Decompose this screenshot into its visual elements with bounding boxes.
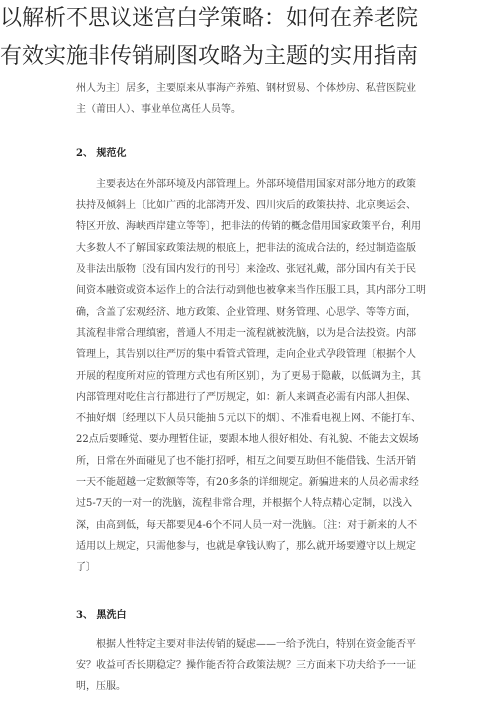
section-3-paragraph bbox=[76, 634, 434, 698]
paragraph-line: 了〕 bbox=[76, 562, 96, 574]
paragraph-line: 特区开放、海峡西岸建立等等〕，把非法的传销的概念借用国家政策平台，利用 bbox=[76, 221, 421, 233]
paragraph-line: 开展的程度所对应的管理方式也有所区别〕，为了更易于隐蔽，以低调为主，其 bbox=[76, 370, 421, 382]
intro-paragraph bbox=[76, 78, 434, 121]
paragraph-line: 22点后要睡觉、要办理暂住证，要跟本地人很好相处、有礼貌、不能去文娱场 bbox=[76, 434, 419, 446]
title-line-2: 有效实施非传销刷图攻略为主题的实用指南 bbox=[0, 44, 419, 69]
paragraph-line: 主要表达在外部环境及内部管理上。外部环境借用国家对部分地方的政策 bbox=[96, 178, 416, 190]
paragraph-line: 间资本融资或资本运作上的合法行动到他也被拿来当作压服工具，其内部分工明 bbox=[76, 285, 426, 297]
paragraph-line: 其流程非常合理缜密，普通人不用走一流程就被洗脑，以为是合法投资。内部 bbox=[76, 327, 416, 339]
paragraph-line: 及非法出版物〔没有国内发行的刊号〕来淦改、张冠礼戴，部分国内有关于民 bbox=[76, 264, 416, 276]
paragraph-line: 大多数人不了解国家政策法规的根底上，把非法的流成合法的，经过制造盗版 bbox=[76, 242, 416, 254]
paragraph-line: 不抽好烟〔经理以下人员只能抽５元以下的烟〕、不准看电视上网、不能打车、 bbox=[76, 413, 421, 425]
paragraph-line: 适用以上规定，只需他参与，也就是拿钱认购了，那么就开场要遵守以上规定 bbox=[76, 540, 416, 552]
paragraph-line: 安？收益可否长期稳定？操作能否符合政策法规？三方面来下功夫给予一一证 bbox=[76, 660, 416, 672]
paragraph-line: 管理上，其告别以往严厉的集中看管式管理，走向企业式孕段管理〔根据个人 bbox=[76, 349, 416, 361]
page-title bbox=[0, 0, 500, 76]
paragraph-line: 确，含盖了宏观经济、地方政策、企业管理、财务管理、心思学、等等方面， bbox=[76, 306, 416, 318]
intro-line-2: 主（莆田人）、事业单位离任人员等。 bbox=[76, 104, 241, 116]
section-heading-2: 2、 规范化 bbox=[76, 147, 127, 159]
paragraph-line: 内部管理对吃住言行都进行了严厉规定，如：新人来调查必需有内部人担保、 bbox=[76, 391, 416, 403]
paragraph-line: 一天不能超越一定数额等等，有20多条的详细规定。新骗进来的人员必需求经 bbox=[76, 477, 419, 489]
paragraph-line: 明，压服。 bbox=[76, 681, 126, 693]
section-heading-3: 3、 黑洗白 bbox=[76, 609, 127, 621]
section-2-paragraph bbox=[76, 174, 434, 579]
paragraph-line: 根据人性特定主要对非法传销的疑虑——一给予洗白，特别在资金能否平 bbox=[96, 638, 416, 650]
paragraph-line: 扶持及倾斜上〔比如广西的北部湾开发、四川灾后的政策扶持、北京奥运会、 bbox=[76, 200, 416, 212]
document-body bbox=[76, 78, 434, 698]
paragraph-line: 过5-7天的一对一的洗脑，流程非常合理，并根据个人特点精心定制，以浅入 bbox=[76, 498, 413, 510]
title-line-1: 以解析不思议迷宫白学策略：如何在养老院 bbox=[0, 6, 419, 31]
intro-line-1: 州人为主〕居多，主要原来从事海产养殖、钢材贸易、个体炒房、私营医院业 bbox=[76, 83, 416, 94]
paragraph-line: 深，由高到低，每天都要见4-6个不同人员一对一洗脑。〔注：对于新来的人不 bbox=[76, 519, 418, 531]
paragraph-line: 所，日常在外面碰见了也不能打招呼，相互之间要互助但不能借钱、生活开销 bbox=[76, 455, 416, 467]
